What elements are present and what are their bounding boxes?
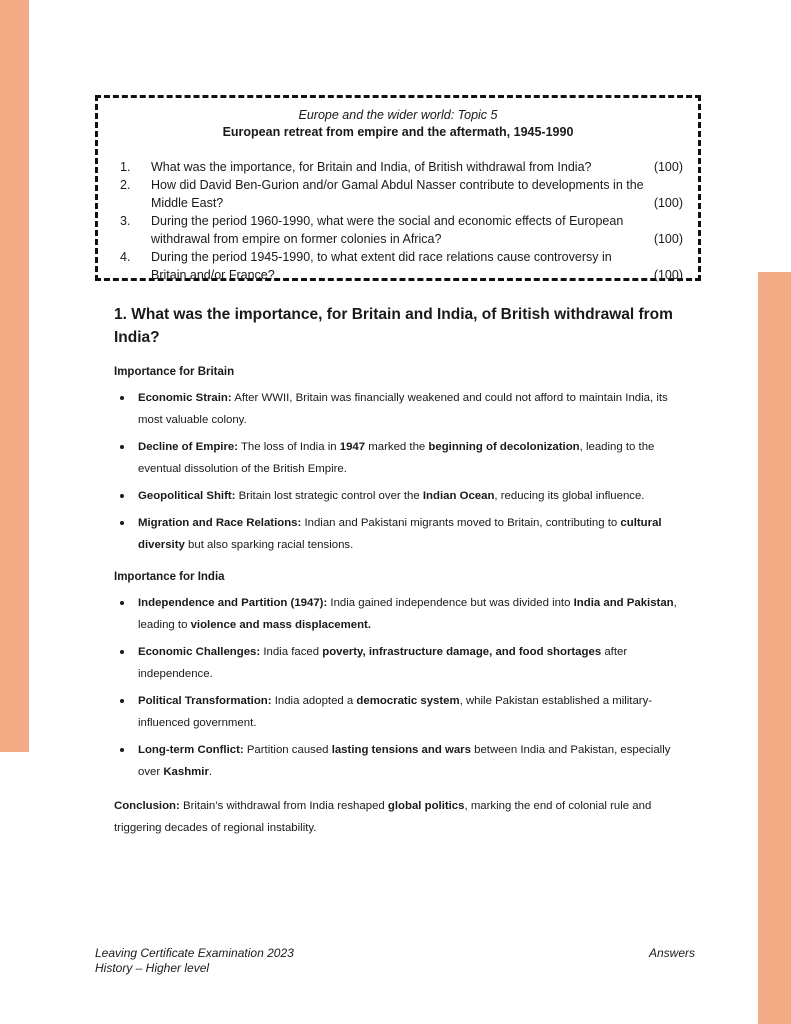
bold-term: Long-term Conflict:	[138, 744, 244, 756]
bullet-text: between India and Pakistan, especially over	[138, 744, 671, 778]
bullet-text: , leading to	[138, 597, 677, 631]
question-text: During the period 1960-1990, what were the social and economic effects of European withdrawal from empire on former colonies in Africa?	[151, 214, 624, 246]
bullet-item	[114, 512, 679, 556]
bullet-text: The loss of India in	[238, 441, 340, 453]
left-accent-band	[0, 0, 29, 752]
bold-term: Kashmir	[163, 766, 209, 778]
bold-term: violence and mass displacement.	[190, 619, 372, 631]
bullet-item	[114, 641, 679, 685]
bullet-text: India faced	[260, 646, 323, 658]
question-item	[98, 212, 698, 248]
bold-term: Economic Challenges:	[138, 646, 261, 658]
bold-term: global politics	[387, 800, 465, 812]
india-list	[114, 592, 679, 783]
question-item	[98, 176, 698, 212]
footer-exam-info	[95, 946, 294, 976]
question-number: 4.	[120, 250, 131, 264]
answer-heading: 1. What was the importance, for Britain and India, of British withdrawal from India?	[114, 306, 673, 346]
bullet-item	[114, 739, 679, 783]
topic-label: Europe and the wider world: Topic 5	[298, 108, 498, 122]
bold-term: democratic system	[356, 695, 460, 707]
question-marks: (100)	[653, 196, 683, 210]
question-box	[95, 95, 701, 281]
bold-term: Migration and Race Relations:	[138, 517, 302, 529]
bold-term: India and Pakistan	[573, 597, 674, 609]
bullet-item	[114, 436, 679, 480]
question-marks: (100)	[653, 232, 683, 246]
question-number: 3.	[120, 214, 131, 228]
question-number: 2.	[120, 178, 131, 192]
bullet-text: but also sparking racial tensions.	[184, 539, 354, 551]
paragraph-text: , marking the end of colonial rule and triggering decades of regional instability.	[114, 800, 652, 834]
question-list	[98, 158, 698, 284]
britain-list	[114, 387, 679, 556]
bullet-text: After WWII, Britain was financially weakened and could not afford to maintain India, its most valuable colony.	[138, 392, 668, 426]
bullet-item	[114, 592, 679, 636]
footer-exam-title: Leaving Certificate Examination 2023	[95, 946, 294, 960]
footer-answers-label: Answers	[649, 946, 696, 960]
footer-subject-level: History – Higher level	[95, 961, 210, 975]
bold-term: cultural diversity	[138, 517, 662, 551]
right-accent-band	[758, 272, 791, 1024]
bullet-item	[114, 690, 679, 734]
question-number: 1.	[120, 160, 131, 174]
bullet-item	[114, 387, 679, 431]
bullet-text: India adopted a	[271, 695, 357, 707]
bullet-text: marked the	[365, 441, 429, 453]
question-marks: (100)	[653, 160, 683, 174]
bullet-text: Indian and Pakistani migrants moved to Britain, contributing to	[301, 517, 621, 529]
bullet-text: , leading to the eventual dissolution of the British Empire.	[138, 441, 655, 475]
bold-term: Indian Ocean	[422, 490, 495, 502]
bullet-text: Partition caused	[243, 744, 332, 756]
paragraph-text: Britain’s withdrawal from India reshaped	[179, 800, 388, 812]
bold-term: Geopolitical Shift:	[138, 490, 236, 502]
conclusion-paragraph	[114, 795, 679, 839]
answer-section	[114, 303, 679, 839]
bold-term: Decline of Empire:	[138, 441, 239, 453]
bullet-text: Britain lost strategic control over the	[235, 490, 423, 502]
bullet-text: , while Pakistan established a military-influenced government.	[138, 695, 653, 729]
bullet-text: , reducing its global influence.	[494, 490, 645, 502]
bullet-text: .	[208, 766, 213, 778]
question-text: How did David Ben-Gurion and/or Gamal Abdul Nasser contribute to developments in the Middle East?	[151, 178, 644, 210]
bullet-text: India gained independence but was divided into	[327, 597, 574, 609]
india-subheading: Importance for India	[114, 571, 225, 583]
bold-term: beginning of decolonization	[428, 441, 580, 453]
question-text: What was the importance, for Britain and India, of British withdrawal from India?	[151, 160, 592, 174]
bullet-text: after independence.	[138, 646, 628, 680]
question-marks: (100)	[653, 268, 683, 282]
bold-term: 1947	[339, 441, 366, 453]
topic-title: European retreat from empire and the aftermath, 1945-1990	[222, 125, 574, 139]
bullet-item	[114, 485, 679, 507]
bold-term: Conclusion:	[114, 800, 180, 812]
question-item	[98, 248, 698, 284]
question-item	[98, 158, 698, 176]
bold-term: Economic Strain:	[138, 392, 232, 404]
bold-term: Independence and Partition (1947):	[138, 597, 328, 609]
question-text: During the period 1945-1990, to what extent did race relations cause controversy in Britain and/or France?	[151, 250, 612, 282]
bold-term: lasting tensions and wars	[331, 744, 471, 756]
bold-term: Political Transformation:	[138, 695, 272, 707]
britain-subheading: Importance for Britain	[114, 366, 235, 378]
bold-term: poverty, infrastructure damage, and food shortages	[322, 646, 602, 658]
